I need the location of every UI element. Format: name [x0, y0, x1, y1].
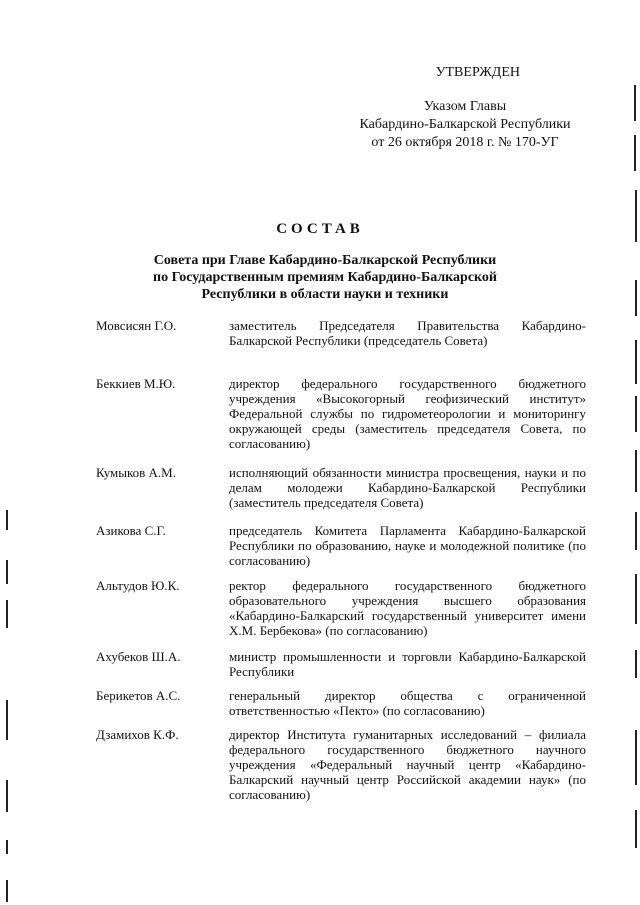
scan-mark: [635, 190, 637, 242]
member-role: ректор федерального государственного бюджетного образовательного учреждения высшего образования «Кабардино-Балкарский государственный университет имени Х.М. Бербекова» (по согласованию): [229, 578, 586, 638]
scan-mark: [635, 340, 637, 384]
approval-line: Указом Главы: [423, 99, 507, 114]
approval-stamp: УТВЕРЖДЕН: [435, 65, 520, 80]
approval-line: от 26 октября 2018 г. № 170-УГ: [371, 135, 559, 150]
scan-margin-right: [620, 0, 640, 905]
member-name: Беккиев М.Ю.: [96, 376, 176, 391]
scan-mark: [635, 450, 637, 492]
member-name: Берикетов А.С.: [96, 688, 181, 703]
member-row: [96, 376, 586, 465]
scan-mark: [635, 574, 637, 624]
member-name: Мовсисян Г.О.: [96, 318, 177, 333]
scan-mark: [6, 880, 8, 902]
member-row: [96, 649, 586, 688]
member-role: директор федерального государственного бюджетного учреждения «Высокогорный геофизический институт» Федеральной службы по гидрометеорологии и мониторингу окружающей среды (заместитель председателя Совета, по согласованию): [229, 376, 586, 451]
member-name: Кумыков А.М.: [96, 465, 176, 480]
scan-mark: [6, 600, 8, 628]
scan-mark: [6, 700, 8, 740]
scan-mark: [635, 650, 637, 678]
scan-mark: [6, 510, 8, 530]
member-role: исполняющий обязанности министра просвещения, науки и по делам молодежи Кабардино-Балкарской Республики (заместитель председателя Совета): [229, 465, 586, 510]
member-role: генеральный директор общества с ограниченной ответственностью «Пекто» (по согласованию): [229, 688, 586, 718]
member-name: Альтудов Ю.К.: [96, 578, 180, 593]
scan-mark: [635, 396, 637, 432]
document-title: СОСТАВ: [276, 221, 364, 237]
scan-mark: [6, 560, 8, 584]
member-role: заместитель Председателя Правительства Кабардино-Балкарской Республики (председатель Совета): [229, 318, 586, 348]
subtitle-line: Республики в области науки и техники: [201, 287, 449, 302]
member-role: министр промышленности и торговли Кабардино-Балкарской Республики: [229, 649, 586, 679]
member-row: [96, 465, 586, 523]
scan-mark: [6, 780, 8, 812]
scan-mark: [634, 135, 636, 171]
subtitle-line: Совета при Главе Кабардино-Балкарской Республики: [153, 253, 497, 268]
approval-block: [340, 64, 590, 152]
members-list: [96, 318, 586, 807]
scan-mark: [635, 810, 637, 848]
approval-line: Кабардино-Балкарской Республики: [359, 117, 571, 132]
subtitle-line: по Государственным премиям Кабардино-Балкарской: [153, 270, 497, 285]
scan-margin-left: [0, 0, 20, 905]
member-row: [96, 523, 586, 578]
scan-mark: [634, 85, 636, 121]
scan-mark: [635, 280, 637, 316]
scan-mark: [6, 840, 8, 854]
member-name: Азикова С.Г.: [96, 523, 166, 538]
scan-mark: [635, 512, 637, 550]
member-row: [96, 688, 586, 727]
member-role: директор Института гуманитарных исследований – филиала федерального государственного бюджетного научного учреждения «Федеральный научный центр «Кабардино-Балкарский научный центр Российской академии наук» (по согласованию): [229, 727, 586, 802]
member-name: Ахубеков Ш.А.: [96, 649, 181, 664]
member-role: председатель Комитета Парламента Кабардино-Балкарской Республики по образованию, науке и молодежной политике (по согласованию): [229, 523, 586, 568]
document-subtitle: [130, 252, 520, 303]
scan-mark: [635, 730, 637, 785]
member-name: Дзамихов К.Ф.: [96, 727, 179, 742]
member-row: [96, 727, 586, 807]
member-row: [96, 578, 586, 649]
member-row: [96, 318, 586, 376]
